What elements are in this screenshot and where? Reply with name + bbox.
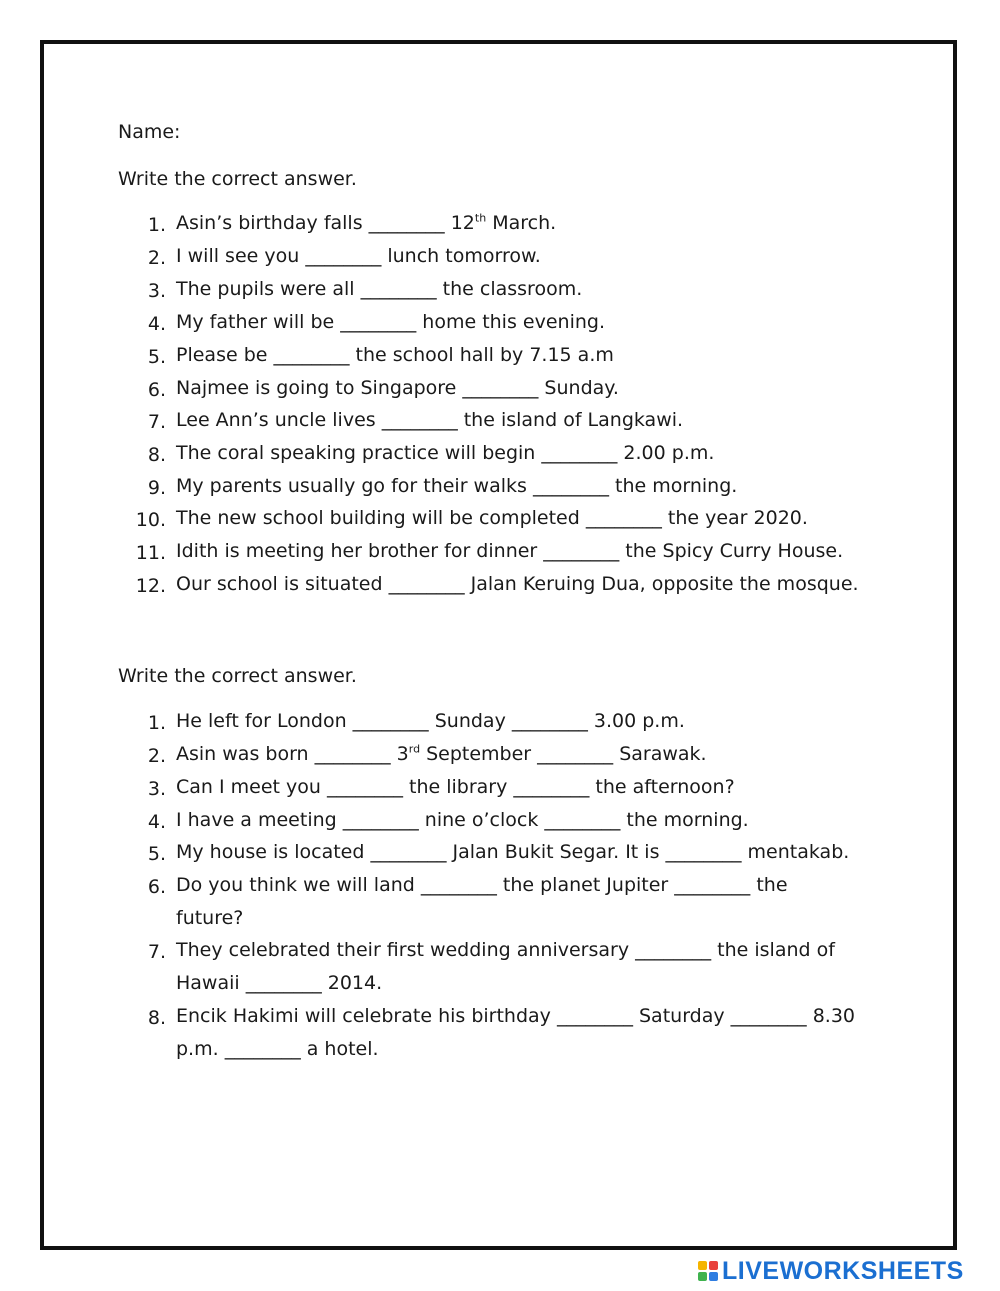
- logo-square: [698, 1261, 707, 1270]
- item-number: 11.: [135, 542, 166, 564]
- item-number: 9.: [147, 477, 166, 499]
- question-item: Asin’s birthday falls ________ 12th March.: [176, 211, 557, 234]
- item-number: 2.: [147, 745, 166, 767]
- item-number: 2.: [147, 247, 166, 269]
- logo-text: LIVEWORKSHEETS: [722, 1256, 964, 1285]
- question-item: He left for London ________ Sunday ________ 3.00 p.m.: [176, 710, 685, 732]
- item-number: 4.: [147, 313, 166, 335]
- item-number: 6.: [147, 379, 166, 401]
- question-item: Idith is meeting her brother for dinner ________ the Spicy Curry House.: [176, 540, 844, 562]
- question-item-line-2: future?: [176, 907, 244, 929]
- item-number: 1.: [147, 712, 166, 734]
- instruction-2: Write the correct answer.: [118, 665, 357, 687]
- question-item-line-1: Encik Hakimi will celebrate his birthday ________ Saturday ________ 8.30: [176, 1005, 855, 1027]
- item-number: 5.: [147, 346, 166, 368]
- item-number: 8.: [147, 1007, 166, 1029]
- liveworksheets-logo-icon: [698, 1261, 718, 1281]
- name-label: Name:: [118, 121, 181, 143]
- item-number: 4.: [147, 811, 166, 833]
- question-item: The new school building will be completed ________ the year 2020.: [176, 507, 808, 529]
- item-number: 3.: [147, 280, 166, 302]
- question-item: I have a meeting ________ nine o’clock ________ the morning.: [176, 809, 749, 831]
- question-item: Asin was born ________ 3rd September ________ Sarawak.: [176, 742, 707, 765]
- logo-square: [709, 1261, 718, 1270]
- question-item: My father will be ________ home this evening.: [176, 311, 605, 333]
- question-item-line-2: Hawaii ________ 2014.: [176, 972, 383, 994]
- question-item: Najmee is going to Singapore ________ Sunday.: [176, 377, 619, 399]
- item-number: 7.: [147, 941, 166, 963]
- question-item: My house is located ________ Jalan Bukit Segar. It is ________ mentakab.: [176, 841, 850, 863]
- question-item-line-2: p.m. ________ a hotel.: [176, 1038, 379, 1060]
- item-number: 1.: [147, 214, 166, 236]
- question-item: The pupils were all ________ the classroom.: [176, 278, 583, 300]
- question-item: The coral speaking practice will begin ________ 2.00 p.m.: [176, 442, 715, 464]
- logo-square: [698, 1272, 707, 1281]
- item-number: 5.: [147, 843, 166, 865]
- item-number: 12.: [135, 575, 166, 597]
- question-item: Please be ________ the school hall by 7.15 a.m: [176, 344, 614, 366]
- question-item-line-1: Do you think we will land ________ the planet Jupiter ________ the: [176, 874, 788, 896]
- question-item: Lee Ann’s uncle lives ________ the island of Langkawi.: [176, 409, 684, 431]
- item-number: 3.: [147, 778, 166, 800]
- question-item: Our school is situated ________ Jalan Keruing Dua, opposite the mosque.: [176, 573, 859, 595]
- question-item: My parents usually go for their walks ________ the morning.: [176, 475, 738, 497]
- question-item-line-1: They celebrated their first wedding anniversary ________ the island of: [176, 939, 835, 961]
- question-item: I will see you ________ lunch tomorrow.: [176, 245, 541, 267]
- item-number: 6.: [147, 876, 166, 898]
- question-item: Can I meet you ________ the library ________ the afternoon?: [176, 776, 735, 798]
- logo-square: [709, 1272, 718, 1281]
- item-number: 10.: [135, 509, 166, 531]
- item-number: 8.: [147, 444, 166, 466]
- liveworksheets-logo[interactable]: [698, 1258, 964, 1284]
- item-number: 7.: [147, 411, 166, 433]
- instruction-1: Write the correct answer.: [118, 168, 357, 190]
